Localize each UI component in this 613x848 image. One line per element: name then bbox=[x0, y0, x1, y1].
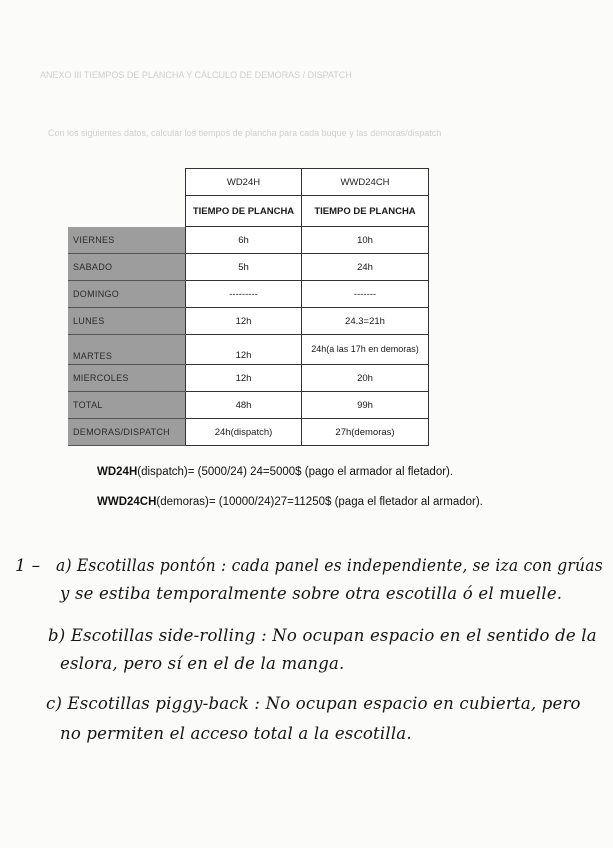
answer-c-line-1: c) Escotillas piggy-back : No ocupan espacio en cubierta, pero bbox=[46, 694, 581, 713]
formula-text: (demoras)= (10000/24)27=11250$ (paga el fletador al armador). bbox=[156, 496, 483, 508]
cell-wd24h: --------- bbox=[186, 281, 302, 308]
table-row bbox=[68, 254, 429, 281]
table-row bbox=[68, 308, 429, 335]
row-label: DOMINGO bbox=[68, 281, 186, 308]
column-header-wd24h: WD24H bbox=[186, 169, 302, 196]
answer-a-line-1: a) Escotillas pontón : cada panel es independiente, se iza con grúas bbox=[56, 556, 603, 575]
formula-text: (dispatch)= (5000/24) 24=5000$ (pago el armador al fletador). bbox=[137, 466, 454, 478]
cell-wwd24ch: 10h bbox=[302, 227, 429, 254]
cell-wwd24ch: 99h bbox=[302, 392, 429, 419]
cell-wwd24ch: 24.3=21h bbox=[302, 308, 429, 335]
cell-wwd24ch: 24h(a las 17h en demoras) bbox=[302, 335, 429, 365]
subheader-tiempo-1: TIEMPO DE PLANCHA bbox=[186, 196, 302, 227]
table-row bbox=[68, 335, 429, 365]
row-label: LUNES bbox=[68, 308, 186, 335]
table-row bbox=[68, 419, 429, 446]
show-through-paragraph: Con los siguientes datos, calcular los tiempos de plancha para cada buque y las demoras/dispatch bbox=[48, 128, 442, 138]
cell-wwd24ch: 24h bbox=[302, 254, 429, 281]
cell-wd24h: 12h bbox=[186, 365, 302, 392]
cell-wwd24ch: 20h bbox=[302, 365, 429, 392]
show-through-heading: ANEXO III TIEMPOS DE PLANCHA Y CÁLCULO DE DEMORAS / DISPATCH bbox=[40, 70, 352, 80]
row-label: TOTAL bbox=[68, 392, 186, 419]
row-label: SABADO bbox=[68, 254, 186, 281]
formula-ship-name: WWD24CH bbox=[97, 496, 157, 508]
cell-wd24h: 48h bbox=[186, 392, 302, 419]
plancha-table bbox=[68, 168, 429, 446]
column-header-wwd24ch: WWD24CH bbox=[302, 169, 429, 196]
demoras-formula bbox=[97, 496, 483, 508]
cell-wd24h: 12h bbox=[186, 308, 302, 335]
cell-wwd24ch: 27h(demoras) bbox=[302, 419, 429, 446]
cell-wwd24ch: ------- bbox=[302, 281, 429, 308]
cell-wd24h: 12h bbox=[186, 335, 302, 365]
table-row bbox=[68, 365, 429, 392]
dispatch-formula bbox=[97, 466, 453, 478]
row-label: MARTES bbox=[68, 335, 186, 365]
formula-ship-name: WD24H bbox=[97, 466, 138, 478]
answer-a-line-2: y se estiba temporalmente sobre otra escotilla ó el muelle. bbox=[60, 584, 563, 603]
row-label: DEMORAS/DISPATCH bbox=[68, 419, 186, 446]
cell-wd24h: 5h bbox=[186, 254, 302, 281]
cell-wd24h: 24h(dispatch) bbox=[186, 419, 302, 446]
row-label: MIERCOLES bbox=[68, 365, 186, 392]
table-row bbox=[68, 227, 429, 254]
subheader-tiempo-2: TIEMPO DE PLANCHA bbox=[302, 196, 429, 227]
answer-number: 1 – bbox=[15, 556, 41, 576]
table-row bbox=[68, 392, 429, 419]
table-row bbox=[68, 281, 429, 308]
answer-b-line-1: b) Escotillas side-rolling : No ocupan espacio en el sentido de la bbox=[48, 626, 597, 645]
row-label: VIERNES bbox=[68, 227, 186, 254]
answer-c-line-2: no permiten el acceso total a la escotilla. bbox=[60, 724, 412, 743]
cell-wd24h: 6h bbox=[186, 227, 302, 254]
answer-b-line-2: eslora, pero sí en el de la manga. bbox=[60, 654, 345, 673]
